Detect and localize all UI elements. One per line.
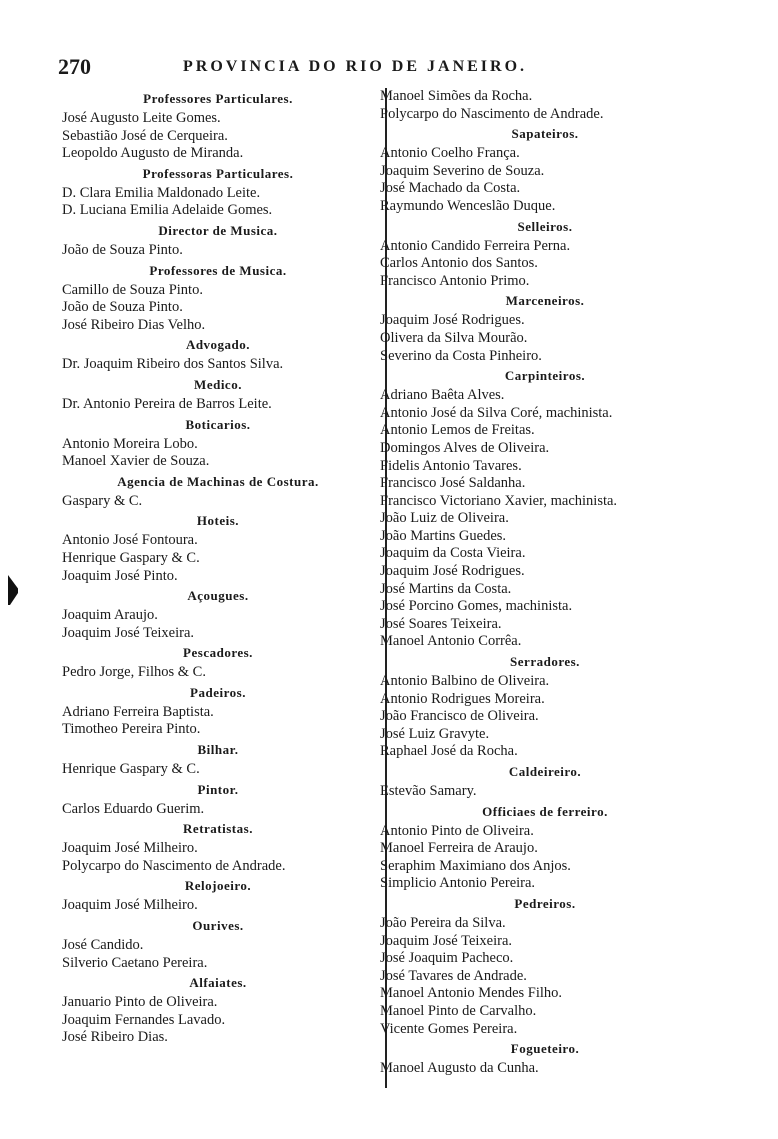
left-column: [62, 88, 374, 1047]
directory-entry: Antonio José Fontoura.: [62, 532, 198, 549]
directory-entry: Seraphim Maximiano dos Anjos.: [380, 857, 571, 874]
directory-entry: Sebastião José de Cerqueira.: [62, 127, 228, 144]
directory-entry: Manoel Antonio Corrêa.: [380, 633, 522, 650]
directory-section: [62, 917, 374, 972]
directory-section: [62, 644, 374, 682]
directory-entry: Estevão Samary.: [380, 783, 477, 799]
section-heading: Sapateiros.: [511, 126, 579, 142]
directory-entry: Vicente Gomes Pereira.: [380, 1020, 518, 1037]
section-heading: Professores Particulares.: [143, 91, 293, 106]
section-heading: Selleiros.: [517, 218, 573, 234]
directory-entry: Manoel Pinto de Carvalho.: [380, 1002, 537, 1019]
directory-section: [62, 587, 374, 642]
directory-entry: Dr. Joaquim Ribeiro dos Santos Silva.: [62, 356, 284, 373]
directory-section: [62, 336, 374, 374]
directory-entry: Francisco Antonio Primo.: [380, 272, 530, 289]
directory-entry: Henrique Gaspary & C.: [62, 761, 200, 778]
directory-section: [380, 88, 710, 123]
directory-entry: Francisco José Saldanha.: [380, 475, 526, 492]
directory-entry: Raphael José da Rocha.: [380, 743, 518, 760]
directory-section: [380, 367, 710, 651]
directory-entry: João Martins Guedes.: [380, 527, 507, 544]
directory-entry: Dr. Antonio Pereira de Barros Leite.: [62, 395, 272, 412]
directory-entry: Joaquim José Teixeira.: [62, 624, 195, 641]
directory-entry: Joaquim Fernandes Lavado.: [62, 1011, 226, 1028]
directory-section: [62, 974, 374, 1047]
directory-section: [380, 803, 710, 893]
section-heading: Medico.: [194, 376, 242, 392]
directory-entry: José Candido.: [62, 937, 144, 954]
directory-entry: Manoel Simões da Rocha.: [380, 88, 533, 104]
directory-section: [62, 781, 374, 819]
section-heading: Professoras Particulares.: [142, 165, 294, 181]
directory-section: [62, 473, 374, 511]
directory-section: [380, 653, 710, 761]
directory-section: [380, 763, 710, 801]
directory-entry: Antonio Rodrigues Moreira.: [380, 690, 545, 707]
directory-entry: Polycarpo do Nascimento de Andrade.: [62, 857, 286, 874]
directory-section: [62, 512, 374, 585]
directory-section: [380, 292, 710, 365]
directory-entry: Manoel Xavier de Souza.: [62, 453, 210, 470]
directory-entry: Antonio José da Silva Coré, machinista.: [380, 404, 613, 421]
section-heading: Officiaes de ferreiro.: [482, 803, 608, 819]
directory-entry: Camillo de Souza Pinto.: [62, 281, 203, 298]
directory-entry: João Luiz de Oliveira.: [380, 510, 509, 527]
directory-entry: Januario Pinto de Oliveira.: [62, 994, 218, 1011]
directory-entry: Joaquim José Rodrigues.: [380, 312, 525, 329]
directory-section: [62, 376, 374, 414]
directory-entry: José Joaquim Pacheco.: [380, 950, 514, 967]
directory-entry: Pedro Jorge, Filhos & C.: [62, 664, 206, 681]
directory-entry: Antonio Candido Ferreira Perna.: [380, 237, 571, 254]
directory-section: [62, 684, 374, 739]
directory-entry: Francisco Victoriano Xavier, machinista.: [380, 492, 618, 509]
directory-entry: Henrique Gaspary & C.: [62, 549, 200, 566]
directory-section: [380, 125, 710, 215]
directory-section: [380, 895, 710, 1038]
section-heading: Director de Musica.: [158, 222, 278, 238]
margin-mark: [8, 575, 18, 605]
directory-entry: Antonio Lemos de Freitas.: [380, 422, 535, 439]
directory-entry: José Luiz Gravyte.: [380, 725, 490, 742]
directory-entry: Domingos Alves de Oliveira.: [380, 439, 550, 456]
section-heading: Advogado.: [185, 337, 251, 353]
directory-section: [62, 877, 374, 915]
directory-entry: Leopoldo Augusto de Miranda.: [62, 145, 244, 162]
directory-entry: D. Clara Emilia Maldonado Leite.: [62, 184, 261, 201]
directory-entry: Antonio Moreira Lobo.: [62, 435, 198, 452]
directory-entry: D. Luciana Emilia Adelaide Gomes.: [62, 202, 273, 219]
directory-entry: Joaquim Severino de Souza.: [380, 162, 545, 179]
directory-section: [62, 90, 374, 163]
directory-section: [380, 1040, 710, 1078]
directory-entry: José Machado da Costa.: [380, 180, 521, 197]
directory-entry: José Ribeiro Dias Velho.: [62, 316, 206, 333]
section-heading: Bilhar.: [197, 742, 239, 758]
page-header: [58, 54, 618, 84]
section-heading: Relojoeiro.: [184, 878, 252, 894]
section-heading: Hoteis.: [196, 513, 240, 529]
directory-entry: João de Souza Pinto.: [62, 299, 183, 316]
directory-entry: Joaquim José Milheiro.: [62, 897, 198, 914]
directory-section: [62, 222, 374, 260]
directory-entry: Joaquim José Rodrigues.: [380, 563, 525, 580]
section-heading: Açougues.: [187, 588, 249, 604]
section-heading: Ourives.: [192, 918, 244, 934]
directory-entry: Adriano Baêta Alves.: [380, 387, 505, 404]
directory-entry: José Ribeiro Dias.: [62, 1029, 168, 1046]
directory-entry: Joaquim José Teixeira.: [380, 932, 513, 949]
directory-entry: José Augusto Leite Gomes.: [62, 110, 221, 126]
right-column: [380, 88, 710, 1078]
directory-section: [62, 416, 374, 471]
directory-entry: Antonio Balbino de Oliveira.: [380, 673, 550, 690]
section-heading: Pedreiros.: [514, 895, 576, 911]
directory-entry: Olivera da Silva Mourão.: [380, 329, 528, 346]
directory-entry: Manoel Ferreira de Araujo.: [380, 840, 538, 857]
directory-section: [62, 741, 374, 779]
directory-entry: Manoel Augusto da Cunha.: [380, 1060, 539, 1077]
directory-entry: Simplicio Antonio Pereira.: [380, 875, 536, 892]
section-heading: Agencia de Machinas de Costura.: [117, 473, 319, 489]
directory-entry: José Porcino Gomes, machinista.: [380, 598, 573, 615]
directory-entry: Joaquim da Costa Vieira.: [380, 545, 526, 562]
directory-entry: João Pereira da Silva.: [380, 914, 506, 931]
directory-section: [62, 262, 374, 335]
directory-entry: João Francisco de Oliveira.: [380, 708, 539, 725]
directory-section: [62, 820, 374, 875]
directory-entry: José Tavares de Andrade.: [380, 967, 527, 984]
directory-entry: Antonio Pinto de Oliveira.: [380, 822, 534, 839]
directory-entry: João de Souza Pinto.: [62, 241, 183, 258]
directory-entry: José Soares Teixeira.: [380, 615, 502, 632]
directory-entry: Silverio Caetano Pereira.: [62, 954, 208, 971]
directory-entry: Carlos Eduardo Guerim.: [62, 800, 205, 817]
directory-section: [62, 165, 374, 220]
directory-entry: Joaquim José Pinto.: [62, 567, 178, 584]
directory-entry: Antonio Coelho França.: [380, 145, 520, 162]
directory-entry: Gaspary & C.: [62, 492, 143, 509]
directory-entry: Adriano Ferreira Baptista.: [62, 703, 214, 720]
directory-entry: Carlos Antonio dos Santos.: [380, 255, 538, 272]
directory-entry: Joaquim José Milheiro.: [62, 840, 198, 857]
section-heading: Padeiros.: [190, 684, 246, 700]
directory-entry: José Martins da Costa.: [380, 580, 512, 597]
page-number: 270: [58, 54, 91, 79]
section-heading: Caldeireiro.: [508, 764, 582, 779]
directory-entry: Polycarpo do Nascimento de Andrade.: [380, 105, 604, 122]
section-heading: Pintor.: [197, 781, 239, 797]
directory-entry: Raymundo Wenceslão Duque.: [380, 197, 556, 214]
directory-section: [380, 218, 710, 291]
section-heading: Pescadores.: [183, 645, 253, 661]
section-heading: Alfaiates.: [189, 975, 247, 991]
section-heading: Marceneiros.: [505, 293, 585, 309]
directory-entry: Fidelis Antonio Tavares.: [380, 457, 522, 474]
section-heading: Boticarios.: [185, 416, 251, 432]
section-heading: Serradores.: [510, 654, 580, 670]
directory-entry: Timotheo Pereira Pinto.: [62, 721, 201, 738]
section-heading: Fogueteiro.: [510, 1041, 580, 1057]
directory-entry: Severino da Costa Pinheiro.: [380, 347, 542, 364]
directory-entry: Joaquim Araujo.: [62, 607, 158, 624]
section-heading: Professores de Musica.: [149, 262, 287, 278]
directory-entry: Manoel Antonio Mendes Filho.: [380, 985, 563, 1002]
running-head: PROVINCIA DO RIO DE JANEIRO.: [183, 58, 528, 75]
section-heading: Carpinteiros.: [504, 368, 586, 384]
section-heading: Retratistas.: [183, 821, 253, 837]
